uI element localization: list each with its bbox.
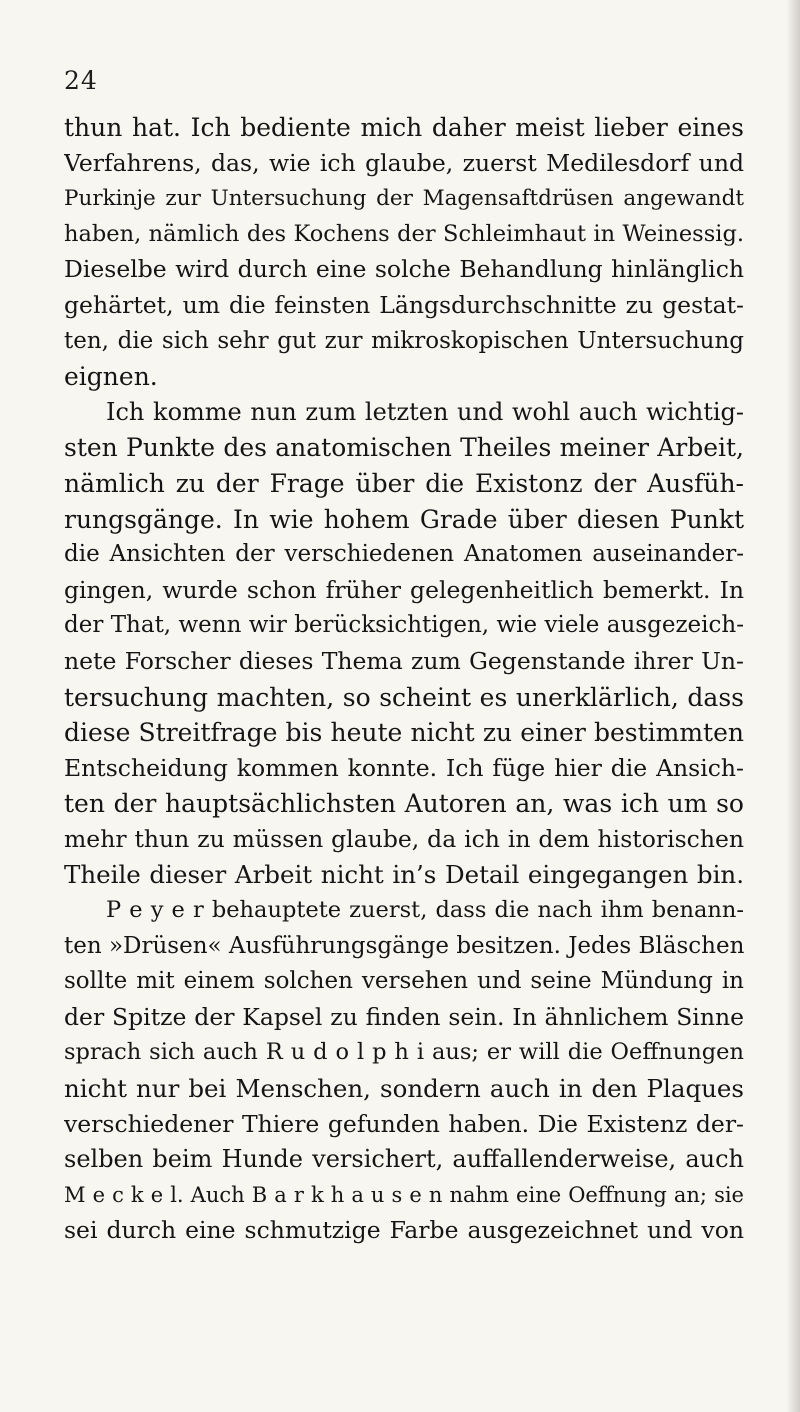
text-line: diese Streitfrage bis heute nicht zu einer bestimmten [64,718,744,748]
text-line: tersuchung machten, so scheint es unerklärlich, dass [64,682,744,712]
text-line: Dieselbe wird durch eine solche Behandlung hinlänglich [64,255,744,284]
text-line: Theile dieser Arbeit nicht in’s Detail eingegangen bin. [64,860,744,890]
text-line: verschiedener Thiere gefunden haben. Die Existenz der- [64,1109,744,1138]
text-line: nete Forscher dieses Thema zum Gegenstande ihrer Un- [64,646,744,675]
text-line: mehr thun zu müssen glaube, da ich in dem historischen [64,824,744,853]
text-line: P e y e r behauptete zuerst, dass die nach ihm benann- [106,897,744,924]
text-line: sei durch eine schmutzige Farbe ausgezeichnet und von [64,1216,744,1245]
page-number: 24 [64,66,98,95]
text-line: Ich komme nun zum letzten und wohl auch wichtig- [106,397,744,426]
text-line: sprach sich auch R u d o l p h i aus; er will die Oeffnungen [64,1039,744,1066]
text-line: ten, die sich sehr gut zur mikroskopischen Untersuchung [64,327,744,354]
text-line: Verfahrens, das, wie ich glaube, zuerst Medilesdorf und [64,148,744,177]
text-line: der That, wenn wir berücksichtigen, wie viele ausgezeich- [64,612,744,639]
text-line: ten der hauptsächlichsten Autoren an, was ich um so [64,789,744,819]
text-line: Entscheidung kommen konnte. Ich füge hier die Ansich- [64,753,744,782]
text-line: gehärtet, um die feinsten Längsdurchschnitte zu gestat- [64,290,744,319]
text-line: Purkinje zur Untersuchung der Magensaftdrüsen angewandt [64,186,744,212]
text-line: sten Punkte des anatomischen Theiles meiner Arbeit, [64,433,744,463]
text-line: die Ansichten der verschiedenen Anatomen auseinander- [64,541,744,568]
text-line: M e c k e l. Auch B a r k h a u s e n nahm eine Oeffnung an; sie [64,1182,744,1207]
text-line: thun hat. Ich bediente mich daher meist lieber eines [64,113,744,142]
text-line: eignen. [64,362,158,392]
text-line: haben, nämlich des Kochens der Schleimhaut in Weinessig. [64,220,744,247]
body-text [64,110,744,1249]
text-line: nicht nur bei Menschen, sondern auch in den Plaques [64,1074,744,1104]
text-line: gingen, wurde schon früher gelegenheitlich bemerkt. In [64,575,744,604]
text-line: sollte mit einem solchen versehen und seine Mündung in [64,968,744,995]
page-edge-shadow [786,0,800,1412]
text-line: nämlich zu der Frage über die Existonz der Ausfüh- [64,468,744,498]
text-line: ten »Drüsen« Ausführungsgänge besitzen. Jedes Bläschen [64,932,744,959]
text-line: der Spitze der Kapsel zu finden sein. In ähnlichem Sinne [64,1002,744,1031]
text-line: rungsgänge. In wie hohem Grade über diesen Punkt [64,504,744,534]
text-line: selben beim Hunde versichert, auffallenderweise, auch [64,1145,744,1174]
